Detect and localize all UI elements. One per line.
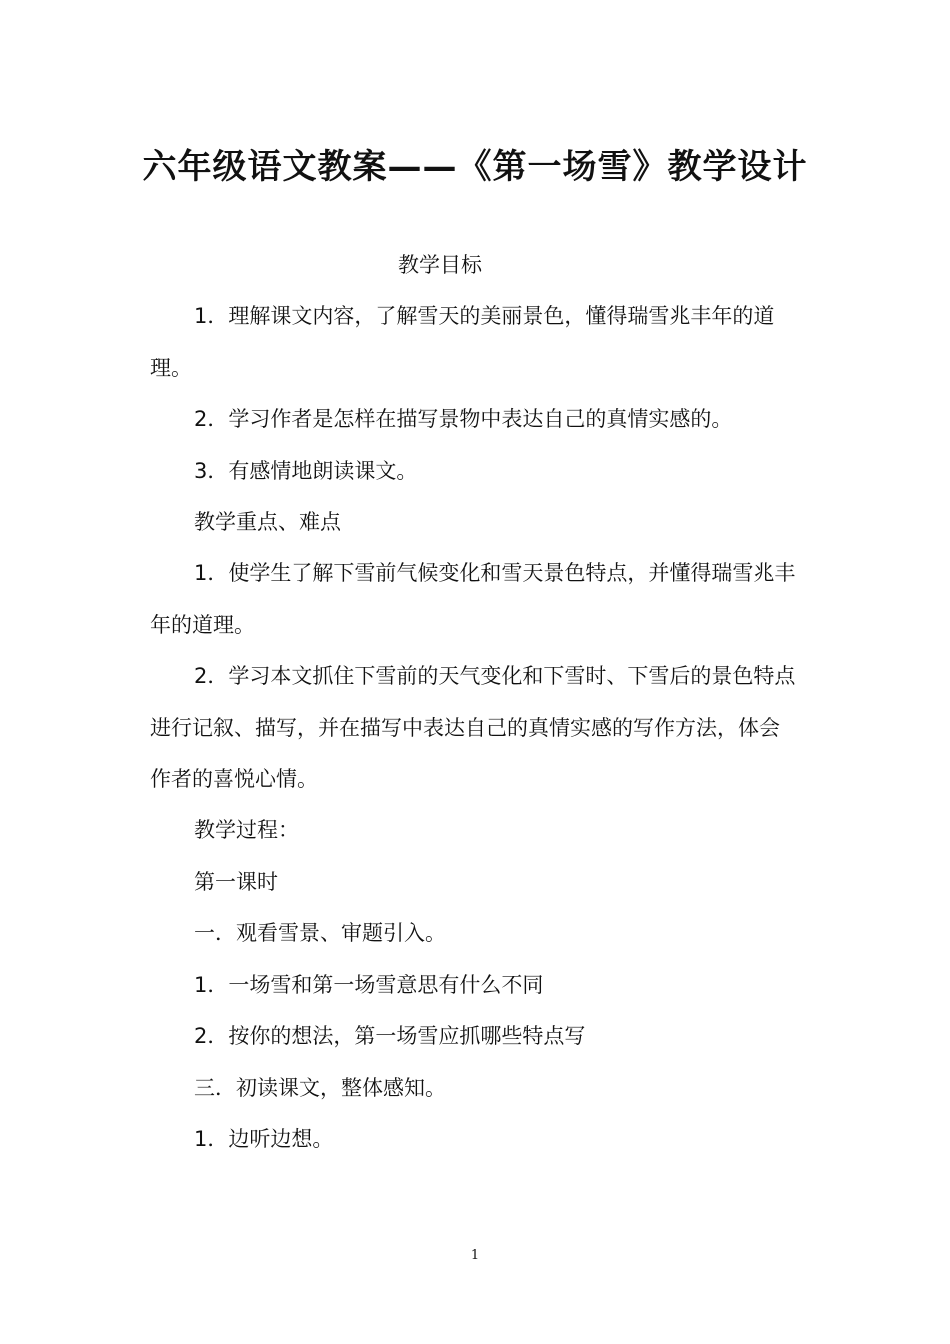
goal-item-1: 1．理解课文内容，了解雪天的美丽景色，懂得瑞雪兆丰年的道理。 bbox=[150, 304, 775, 380]
document-body bbox=[150, 240, 800, 1165]
key-point-item-1: 1．使学生了解下雪前气候变化和雪天景色特点，并懂得瑞雪兆丰年的道理。 bbox=[150, 561, 796, 637]
process-step-3: 三．初读课文，整体感知。 bbox=[194, 1075, 446, 1100]
key-point-item-2: 2．学习本文抓住下雪前的天气变化和下雪时、下雪后的景色特点进行记叙、描写，并在描写中表达自己的真情实感的写作方法，体会作者的喜悦心情。 bbox=[150, 664, 796, 792]
document-title: 六年级语文教案——《第一场雪》教学设计 bbox=[142, 146, 808, 187]
heading-teaching-goals: 教学目标 bbox=[398, 253, 482, 277]
process-substep-1: 1．边听边想。 bbox=[194, 1126, 334, 1151]
heading-first-lesson: 第一课时 bbox=[194, 869, 278, 894]
process-question-2: 2．按你的想法，第一场雪应抓哪些特点写 bbox=[194, 1024, 586, 1049]
heading-teaching-process: 教学过程： bbox=[194, 818, 299, 843]
process-question-1: 1．一场雪和第一场雪意思有什么不同 bbox=[194, 972, 544, 997]
goal-item-2: 2．学习作者是怎样在描写景物中表达自己的真情实感的。 bbox=[194, 407, 733, 432]
heading-key-points: 教学重点、难点 bbox=[194, 510, 341, 535]
page-number: 1 bbox=[470, 1248, 480, 1263]
goal-item-3: 3．有感情地朗读课文。 bbox=[194, 458, 418, 483]
process-step-1: 一．观看雪景、审题引入。 bbox=[194, 921, 446, 946]
